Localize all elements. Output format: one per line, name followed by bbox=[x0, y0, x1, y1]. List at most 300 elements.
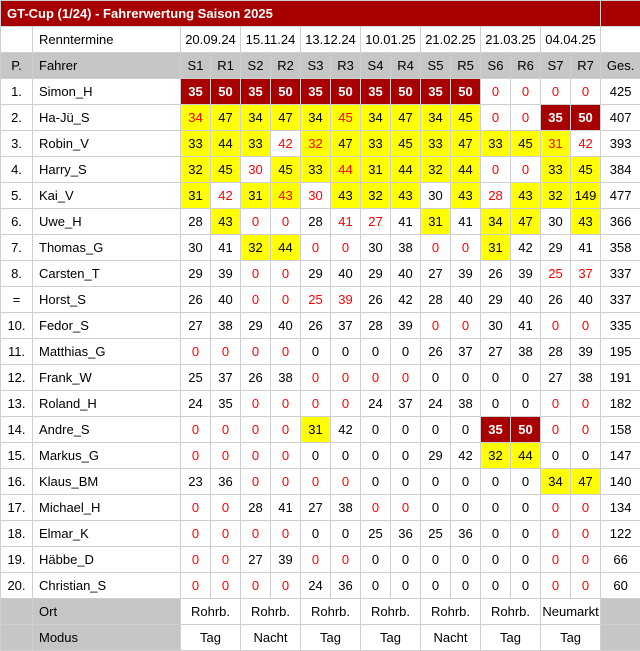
table-row bbox=[1, 183, 640, 209]
score-cell: 40 bbox=[391, 261, 421, 287]
score-cell: 35 bbox=[541, 105, 571, 131]
score-cell: 43 bbox=[571, 209, 601, 235]
score-cell: 0 bbox=[301, 365, 331, 391]
score-cell: 40 bbox=[271, 313, 301, 339]
score-cell: 0 bbox=[361, 365, 391, 391]
score-cell: 0 bbox=[481, 573, 511, 599]
driver-name: Matthias_G bbox=[33, 339, 181, 365]
column-header: S3 bbox=[301, 53, 331, 79]
score-cell: 25 bbox=[421, 521, 451, 547]
table-row bbox=[1, 131, 640, 157]
score-cell: 41 bbox=[511, 313, 541, 339]
score-cell: 39 bbox=[571, 339, 601, 365]
standings-rows bbox=[1, 79, 640, 599]
score-cell: 27 bbox=[541, 365, 571, 391]
score-cell: 0 bbox=[481, 157, 511, 183]
score-cell: 39 bbox=[511, 261, 541, 287]
score-cell: 30 bbox=[481, 313, 511, 339]
table-row bbox=[1, 235, 640, 261]
table-row bbox=[1, 495, 640, 521]
dates-end bbox=[601, 27, 640, 53]
score-cell: 41 bbox=[211, 235, 241, 261]
date-cell: 20.09.24 bbox=[181, 27, 241, 53]
score-cell: 35 bbox=[361, 79, 391, 105]
column-header: R4 bbox=[391, 53, 421, 79]
modus-cell: Tag bbox=[361, 625, 421, 651]
score-cell: 28 bbox=[181, 209, 211, 235]
column-header: S5 bbox=[421, 53, 451, 79]
score-cell: 42 bbox=[511, 235, 541, 261]
score-cell: 0 bbox=[301, 339, 331, 365]
score-cell: 33 bbox=[361, 131, 391, 157]
score-cell: 24 bbox=[421, 391, 451, 417]
score-cell: 50 bbox=[271, 79, 301, 105]
score-cell: 43 bbox=[271, 183, 301, 209]
score-cell: 34 bbox=[241, 105, 271, 131]
score-cell: 37 bbox=[391, 391, 421, 417]
score-cell: 0 bbox=[421, 417, 451, 443]
position-cell: 5. bbox=[1, 183, 33, 209]
modus-end bbox=[601, 625, 640, 651]
table-row bbox=[1, 209, 640, 235]
modus-cell: Tag bbox=[301, 625, 361, 651]
score-cell: 33 bbox=[541, 157, 571, 183]
score-cell: 0 bbox=[541, 79, 571, 105]
score-cell: 27 bbox=[181, 313, 211, 339]
score-cell: 40 bbox=[451, 287, 481, 313]
score-cell: 0 bbox=[211, 417, 241, 443]
score-cell: 0 bbox=[331, 469, 361, 495]
score-cell: 35 bbox=[301, 79, 331, 105]
score-cell: 0 bbox=[511, 365, 541, 391]
score-cell: 45 bbox=[571, 157, 601, 183]
score-cell: 36 bbox=[391, 521, 421, 547]
score-cell: 44 bbox=[331, 157, 361, 183]
position-cell: 16. bbox=[1, 469, 33, 495]
score-cell: 0 bbox=[301, 547, 331, 573]
score-cell: 33 bbox=[181, 131, 211, 157]
score-cell: 29 bbox=[361, 261, 391, 287]
score-cell: 43 bbox=[211, 209, 241, 235]
score-cell: 0 bbox=[211, 495, 241, 521]
score-cell: 43 bbox=[331, 183, 361, 209]
score-cell: 0 bbox=[481, 365, 511, 391]
total-cell: 335 bbox=[601, 313, 640, 339]
score-cell: 0 bbox=[211, 443, 241, 469]
driver-name: Carsten_T bbox=[33, 261, 181, 287]
total-cell: 60 bbox=[601, 573, 640, 599]
score-cell: 0 bbox=[271, 261, 301, 287]
score-cell: 35 bbox=[481, 417, 511, 443]
score-cell: 41 bbox=[391, 209, 421, 235]
score-cell: 25 bbox=[361, 521, 391, 547]
score-cell: 43 bbox=[451, 183, 481, 209]
score-cell: 42 bbox=[391, 287, 421, 313]
score-cell: 0 bbox=[451, 469, 481, 495]
modus-cell: Tag bbox=[481, 625, 541, 651]
score-cell: 0 bbox=[361, 469, 391, 495]
score-cell: 47 bbox=[571, 469, 601, 495]
column-header: S7 bbox=[541, 53, 571, 79]
driver-name: Thomas_G bbox=[33, 235, 181, 261]
score-cell: 0 bbox=[331, 365, 361, 391]
score-cell: 27 bbox=[301, 495, 331, 521]
score-cell: 37 bbox=[211, 365, 241, 391]
score-cell: 30 bbox=[241, 157, 271, 183]
score-cell: 0 bbox=[271, 287, 301, 313]
column-header: R6 bbox=[511, 53, 541, 79]
date-cell: 04.04.25 bbox=[541, 27, 601, 53]
score-cell: 0 bbox=[391, 339, 421, 365]
score-cell: 149 bbox=[571, 183, 601, 209]
score-cell: 30 bbox=[181, 235, 211, 261]
modus-label: Modus bbox=[33, 625, 181, 651]
score-cell: 35 bbox=[181, 79, 211, 105]
score-cell: 26 bbox=[541, 287, 571, 313]
modus-cell: Tag bbox=[541, 625, 601, 651]
score-cell: 42 bbox=[211, 183, 241, 209]
score-cell: 0 bbox=[571, 79, 601, 105]
score-cell: 29 bbox=[301, 261, 331, 287]
total-cell: 134 bbox=[601, 495, 640, 521]
score-cell: 29 bbox=[481, 287, 511, 313]
total-cell: 358 bbox=[601, 235, 640, 261]
driver-name: Andre_S bbox=[33, 417, 181, 443]
score-cell: 0 bbox=[541, 313, 571, 339]
score-cell: 0 bbox=[271, 469, 301, 495]
position-cell: 7. bbox=[1, 235, 33, 261]
score-cell: 25 bbox=[541, 261, 571, 287]
driver-name: Uwe_H bbox=[33, 209, 181, 235]
score-cell: 32 bbox=[301, 131, 331, 157]
total-cell: 66 bbox=[601, 547, 640, 573]
score-cell: 0 bbox=[211, 339, 241, 365]
ort-cell: Rohrb. bbox=[241, 599, 301, 625]
score-cell: 0 bbox=[571, 443, 601, 469]
score-cell: 0 bbox=[571, 391, 601, 417]
score-cell: 0 bbox=[271, 391, 301, 417]
score-cell: 0 bbox=[481, 495, 511, 521]
driver-name: Ha-Jü_S bbox=[33, 105, 181, 131]
score-cell: 38 bbox=[571, 365, 601, 391]
footer bbox=[1, 599, 640, 651]
score-cell: 0 bbox=[451, 365, 481, 391]
ort-end bbox=[601, 599, 640, 625]
score-cell: 0 bbox=[451, 313, 481, 339]
table-row bbox=[1, 573, 640, 599]
score-cell: 0 bbox=[211, 547, 241, 573]
score-cell: 0 bbox=[241, 339, 271, 365]
fahrer-header: Fahrer bbox=[33, 53, 181, 79]
modus-cell: Tag bbox=[181, 625, 241, 651]
score-cell: 0 bbox=[181, 495, 211, 521]
table-row bbox=[1, 365, 640, 391]
score-cell: 0 bbox=[511, 573, 541, 599]
score-cell: 0 bbox=[541, 521, 571, 547]
column-header: S4 bbox=[361, 53, 391, 79]
score-cell: 0 bbox=[331, 235, 361, 261]
score-cell: 30 bbox=[301, 183, 331, 209]
total-cell: 147 bbox=[601, 443, 640, 469]
score-cell: 39 bbox=[451, 261, 481, 287]
date-cell: 10.01.25 bbox=[361, 27, 421, 53]
score-cell: 0 bbox=[451, 235, 481, 261]
score-cell: 38 bbox=[511, 339, 541, 365]
score-cell: 0 bbox=[391, 443, 421, 469]
total-cell: 158 bbox=[601, 417, 640, 443]
score-cell: 47 bbox=[451, 131, 481, 157]
score-cell: 0 bbox=[241, 209, 271, 235]
score-cell: 36 bbox=[451, 521, 481, 547]
position-cell: 2. bbox=[1, 105, 33, 131]
score-cell: 28 bbox=[421, 287, 451, 313]
table-row bbox=[1, 469, 640, 495]
score-cell: 34 bbox=[541, 469, 571, 495]
score-cell: 26 bbox=[181, 287, 211, 313]
driver-name: Robin_V bbox=[33, 131, 181, 157]
score-cell: 30 bbox=[361, 235, 391, 261]
score-cell: 47 bbox=[391, 105, 421, 131]
score-cell: 0 bbox=[421, 495, 451, 521]
score-cell: 0 bbox=[571, 573, 601, 599]
total-cell: 407 bbox=[601, 105, 640, 131]
score-cell: 0 bbox=[481, 105, 511, 131]
score-cell: 0 bbox=[421, 313, 451, 339]
pos-header: P. bbox=[1, 53, 33, 79]
score-cell: 0 bbox=[541, 391, 571, 417]
score-cell: 40 bbox=[571, 287, 601, 313]
total-cell: 122 bbox=[601, 521, 640, 547]
score-cell: 0 bbox=[421, 469, 451, 495]
score-cell: 30 bbox=[541, 209, 571, 235]
position-cell: 14. bbox=[1, 417, 33, 443]
score-cell: 35 bbox=[241, 79, 271, 105]
score-cell: 38 bbox=[271, 365, 301, 391]
score-cell: 0 bbox=[511, 391, 541, 417]
table-row bbox=[1, 443, 640, 469]
position-cell: 6. bbox=[1, 209, 33, 235]
score-cell: 42 bbox=[571, 131, 601, 157]
ort-cell: Neumarkt bbox=[541, 599, 601, 625]
driver-name: Frank_W bbox=[33, 365, 181, 391]
score-cell: 41 bbox=[271, 495, 301, 521]
score-cell: 0 bbox=[511, 547, 541, 573]
ort-row bbox=[1, 599, 640, 625]
score-cell: 0 bbox=[181, 547, 211, 573]
score-cell: 26 bbox=[481, 261, 511, 287]
score-cell: 0 bbox=[481, 391, 511, 417]
score-cell: 40 bbox=[211, 287, 241, 313]
driver-name: Christian_S bbox=[33, 573, 181, 599]
title-row bbox=[1, 1, 640, 27]
score-cell: 0 bbox=[541, 443, 571, 469]
score-cell: 30 bbox=[421, 183, 451, 209]
score-cell: 44 bbox=[271, 235, 301, 261]
score-cell: 0 bbox=[301, 443, 331, 469]
score-cell: 0 bbox=[271, 417, 301, 443]
score-cell: 0 bbox=[481, 79, 511, 105]
modus-corner bbox=[1, 625, 33, 651]
score-cell: 32 bbox=[421, 157, 451, 183]
score-cell: 45 bbox=[331, 105, 361, 131]
position-cell: 8. bbox=[1, 261, 33, 287]
position-cell: 10. bbox=[1, 313, 33, 339]
column-header: R5 bbox=[451, 53, 481, 79]
score-cell: 31 bbox=[481, 235, 511, 261]
table-row bbox=[1, 261, 640, 287]
score-cell: 24 bbox=[181, 391, 211, 417]
score-cell: 33 bbox=[421, 131, 451, 157]
score-cell: 34 bbox=[421, 105, 451, 131]
score-cell: 40 bbox=[331, 261, 361, 287]
score-cell: 0 bbox=[331, 391, 361, 417]
ort-cell: Rohrb. bbox=[361, 599, 421, 625]
table-row bbox=[1, 391, 640, 417]
title-gap bbox=[601, 1, 640, 27]
driver-name: Michael_H bbox=[33, 495, 181, 521]
position-cell: 1. bbox=[1, 79, 33, 105]
score-cell: 26 bbox=[421, 339, 451, 365]
ort-cell: Rohrb. bbox=[181, 599, 241, 625]
score-cell: 0 bbox=[241, 261, 271, 287]
score-cell: 41 bbox=[451, 209, 481, 235]
score-cell: 41 bbox=[571, 235, 601, 261]
score-cell: 42 bbox=[451, 443, 481, 469]
score-cell: 0 bbox=[331, 547, 361, 573]
score-cell: 0 bbox=[451, 547, 481, 573]
score-cell: 31 bbox=[361, 157, 391, 183]
score-cell: 24 bbox=[301, 573, 331, 599]
column-header: R3 bbox=[331, 53, 361, 79]
score-cell: 27 bbox=[481, 339, 511, 365]
score-cell: 0 bbox=[301, 521, 331, 547]
score-cell: 0 bbox=[421, 573, 451, 599]
driver-name: Markus_G bbox=[33, 443, 181, 469]
score-cell: 45 bbox=[451, 105, 481, 131]
score-cell: 37 bbox=[451, 339, 481, 365]
score-cell: 0 bbox=[391, 469, 421, 495]
table-row bbox=[1, 105, 640, 131]
score-cell: 0 bbox=[541, 495, 571, 521]
date-cell: 21.02.25 bbox=[421, 27, 481, 53]
score-cell: 25 bbox=[301, 287, 331, 313]
ort-cell: Rohrb. bbox=[301, 599, 361, 625]
score-cell: 39 bbox=[331, 287, 361, 313]
score-cell: 0 bbox=[301, 469, 331, 495]
score-cell: 50 bbox=[571, 105, 601, 131]
score-cell: 0 bbox=[451, 495, 481, 521]
score-cell: 0 bbox=[181, 521, 211, 547]
ort-label: Ort bbox=[33, 599, 181, 625]
table-row bbox=[1, 417, 640, 443]
dates-corner bbox=[1, 27, 33, 53]
date-cell: 13.12.24 bbox=[301, 27, 361, 53]
score-cell: 37 bbox=[331, 313, 361, 339]
score-cell: 27 bbox=[421, 261, 451, 287]
column-header: R7 bbox=[571, 53, 601, 79]
total-cell: 366 bbox=[601, 209, 640, 235]
table-row bbox=[1, 287, 640, 313]
score-cell: 34 bbox=[301, 105, 331, 131]
score-cell: 39 bbox=[211, 261, 241, 287]
score-cell: 34 bbox=[361, 105, 391, 131]
position-cell: 18. bbox=[1, 521, 33, 547]
score-cell: 33 bbox=[301, 157, 331, 183]
score-cell: 45 bbox=[271, 157, 301, 183]
score-cell: 42 bbox=[331, 417, 361, 443]
score-cell: 0 bbox=[481, 547, 511, 573]
score-cell: 32 bbox=[241, 235, 271, 261]
table-row bbox=[1, 313, 640, 339]
score-cell: 0 bbox=[241, 521, 271, 547]
score-cell: 29 bbox=[541, 235, 571, 261]
score-cell: 31 bbox=[541, 131, 571, 157]
score-cell: 0 bbox=[361, 339, 391, 365]
score-cell: 40 bbox=[511, 287, 541, 313]
score-cell: 26 bbox=[361, 287, 391, 313]
score-cell: 0 bbox=[301, 391, 331, 417]
driver-name: Klaus_BM bbox=[33, 469, 181, 495]
score-cell: 0 bbox=[241, 573, 271, 599]
driver-name: Häbbe_D bbox=[33, 547, 181, 573]
column-header: S6 bbox=[481, 53, 511, 79]
score-cell: 47 bbox=[511, 209, 541, 235]
score-cell: 32 bbox=[361, 183, 391, 209]
ort-corner bbox=[1, 599, 33, 625]
modus-cell: Nacht bbox=[241, 625, 301, 651]
position-cell: 15. bbox=[1, 443, 33, 469]
score-cell: 44 bbox=[451, 157, 481, 183]
score-cell: 26 bbox=[301, 313, 331, 339]
driver-name: Horst_S bbox=[33, 287, 181, 313]
score-cell: 0 bbox=[211, 573, 241, 599]
date-cell: 15.11.24 bbox=[241, 27, 301, 53]
position-cell: 12. bbox=[1, 365, 33, 391]
score-cell: 0 bbox=[391, 417, 421, 443]
score-cell: 0 bbox=[331, 521, 361, 547]
score-cell: 47 bbox=[331, 131, 361, 157]
score-cell: 0 bbox=[241, 391, 271, 417]
score-cell: 0 bbox=[391, 547, 421, 573]
column-header: S2 bbox=[241, 53, 271, 79]
score-cell: 0 bbox=[541, 417, 571, 443]
score-cell: 0 bbox=[241, 417, 271, 443]
score-cell: 0 bbox=[361, 417, 391, 443]
score-cell: 32 bbox=[481, 443, 511, 469]
score-cell: 47 bbox=[271, 105, 301, 131]
driver-name: Fedor_S bbox=[33, 313, 181, 339]
column-header: R1 bbox=[211, 53, 241, 79]
table-row bbox=[1, 79, 640, 105]
score-cell: 50 bbox=[451, 79, 481, 105]
score-cell: 0 bbox=[211, 521, 241, 547]
score-cell: 28 bbox=[301, 209, 331, 235]
total-cell: 393 bbox=[601, 131, 640, 157]
position-cell: 17. bbox=[1, 495, 33, 521]
score-cell: 0 bbox=[181, 339, 211, 365]
driver-name: Elmar_K bbox=[33, 521, 181, 547]
score-cell: 44 bbox=[391, 157, 421, 183]
score-cell: 28 bbox=[361, 313, 391, 339]
score-cell: 0 bbox=[271, 443, 301, 469]
score-cell: 0 bbox=[511, 157, 541, 183]
total-header: Ges. bbox=[601, 53, 640, 79]
score-cell: 24 bbox=[361, 391, 391, 417]
total-cell: 384 bbox=[601, 157, 640, 183]
position-cell: 20. bbox=[1, 573, 33, 599]
position-cell: 19. bbox=[1, 547, 33, 573]
score-cell: 0 bbox=[301, 235, 331, 261]
